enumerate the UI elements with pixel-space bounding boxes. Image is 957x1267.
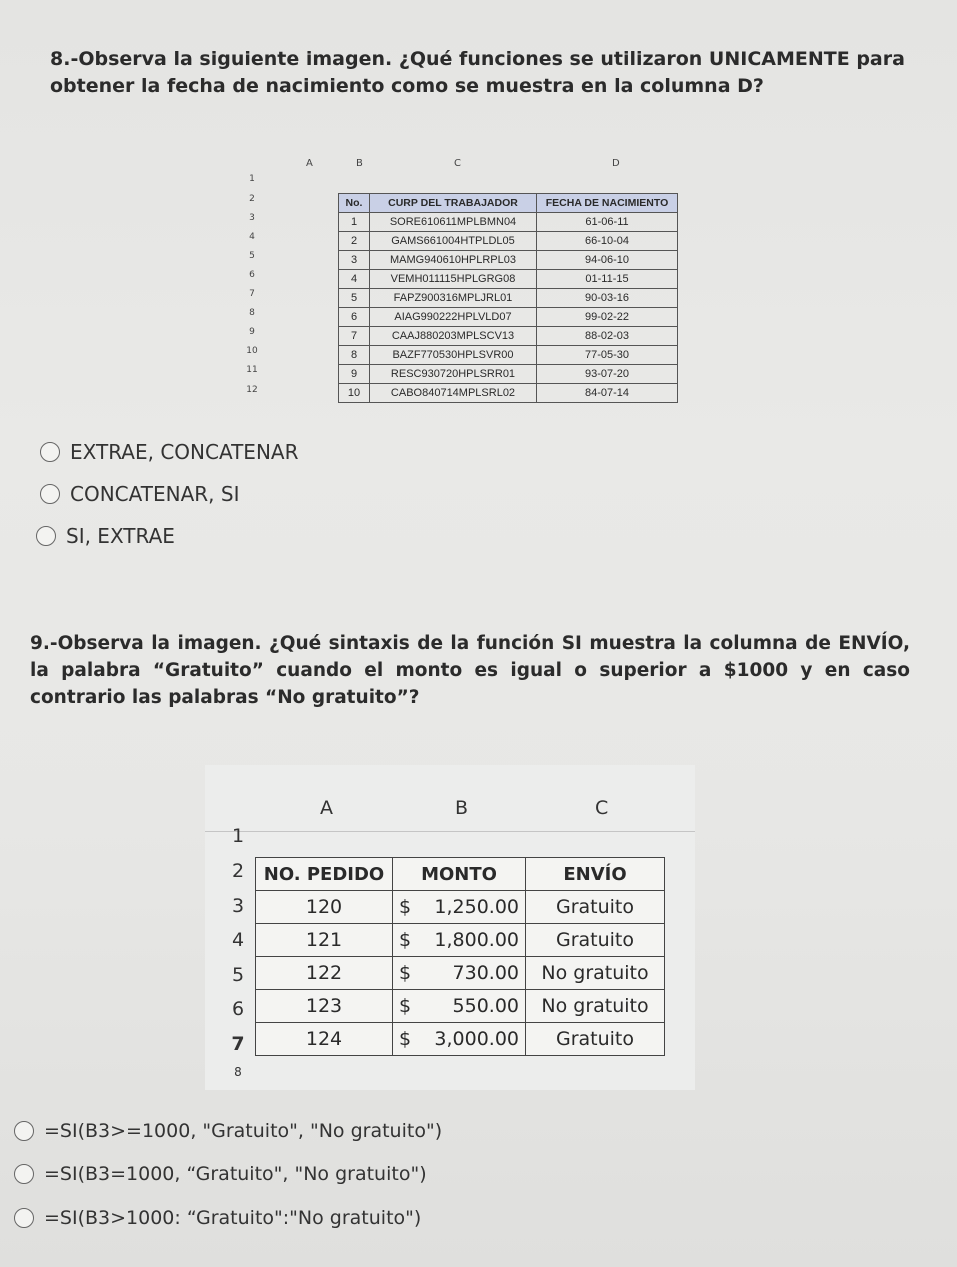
cell-no: 3 xyxy=(339,251,370,270)
cell-monto xyxy=(393,957,526,990)
cell-monto xyxy=(393,990,526,1023)
cell-no: 4 xyxy=(339,270,370,289)
cell-pedido: 124 xyxy=(256,1023,393,1056)
column-header-d: D xyxy=(612,158,620,169)
q9-option-2[interactable] xyxy=(14,1163,427,1185)
question-8-text: 8.-Observa la siguiente imagen. ¿Qué funciones se utilizaron UNICAMENTE para obtener la fecha de nacimiento como se muestra en la columna D? xyxy=(50,48,905,97)
option-label: SI, EXTRAE xyxy=(66,524,175,548)
row-number: 11 xyxy=(246,365,258,375)
cell-monto xyxy=(393,924,526,957)
cell-curp: MAMG940610HPLRPL03 xyxy=(370,251,537,270)
cell-curp: SORE610611MPLBMN04 xyxy=(370,213,537,232)
cell-curp: AIAG990222HPLVLD07 xyxy=(370,308,537,327)
cell-no: 1 xyxy=(339,213,370,232)
cell-no: 2 xyxy=(339,232,370,251)
cell-pedido: 120 xyxy=(256,891,393,924)
row-number: 4 xyxy=(249,232,255,242)
row-number: 6 xyxy=(231,998,245,1020)
radio-button[interactable] xyxy=(40,484,60,504)
row-number: 4 xyxy=(231,929,245,951)
cell-envio: No gratuito xyxy=(526,957,665,990)
table-row xyxy=(256,957,665,990)
row-number: 3 xyxy=(231,895,245,917)
cell-fecha: 93-07-20 xyxy=(537,365,678,384)
row-number: 3 xyxy=(249,213,255,223)
cell-curp: BAZF770530HPLSVR00 xyxy=(370,346,537,365)
header-curp: CURP DEL TRABAJADOR xyxy=(370,194,537,213)
q8-data-table xyxy=(338,193,678,403)
q9-spreadsheet-image xyxy=(205,765,695,1090)
table-row xyxy=(339,251,678,270)
q8-spreadsheet-image xyxy=(228,148,698,418)
column-header-a: A xyxy=(306,158,313,169)
q9-option-1[interactable] xyxy=(14,1120,442,1142)
row-number: 10 xyxy=(246,346,258,356)
header-no: No. xyxy=(339,194,370,213)
row-number: 1 xyxy=(231,825,245,847)
table-row xyxy=(339,384,678,403)
row-number: 6 xyxy=(249,270,255,280)
row-number: 7 xyxy=(231,1033,245,1055)
row-number: 8 xyxy=(249,308,255,318)
row-number: 2 xyxy=(231,860,245,882)
cell-no: 6 xyxy=(339,308,370,327)
amount: 730.00 xyxy=(452,962,519,984)
cell-no: 7 xyxy=(339,327,370,346)
radio-button[interactable] xyxy=(14,1121,34,1141)
cell-fecha: 66-10-04 xyxy=(537,232,678,251)
option-label: CONCATENAR, SI xyxy=(70,482,240,506)
row-number: 8 xyxy=(234,1065,242,1079)
amount: 550.00 xyxy=(452,995,519,1017)
table-row xyxy=(256,891,665,924)
table-row xyxy=(339,365,678,384)
column-header-b: B xyxy=(356,158,363,169)
row-number: 2 xyxy=(249,194,255,204)
column-header-a: A xyxy=(320,797,333,819)
cell-envio: Gratuito xyxy=(526,1023,665,1056)
cell-no: 8 xyxy=(339,346,370,365)
cell-pedido: 122 xyxy=(256,957,393,990)
cell-fecha: 61-06-11 xyxy=(537,213,678,232)
q8-option-1[interactable] xyxy=(40,440,298,464)
cell-curp: CAAJ880203MPLSCV13 xyxy=(370,327,537,346)
column-header-b: B xyxy=(455,797,469,819)
cell-pedido: 123 xyxy=(256,990,393,1023)
table-row xyxy=(256,990,665,1023)
currency-symbol: $ xyxy=(399,896,412,918)
radio-button[interactable] xyxy=(14,1208,34,1228)
cell-fecha: 88-02-03 xyxy=(537,327,678,346)
row-number: 5 xyxy=(231,964,245,986)
option-label: =SI(B3>=1000, "Gratuito", "No gratuito") xyxy=(44,1120,443,1142)
cell-no: 9 xyxy=(339,365,370,384)
cell-no: 10 xyxy=(339,384,370,403)
table-row xyxy=(339,270,678,289)
cell-curp: VEMH011115HPLGRG08 xyxy=(370,270,537,289)
cell-envio: No gratuito xyxy=(526,990,665,1023)
cell-fecha: 99-02-22 xyxy=(537,308,678,327)
row-number: 9 xyxy=(249,327,255,337)
table-row xyxy=(339,213,678,232)
cell-curp: CABO840714MPLSRL02 xyxy=(370,384,537,403)
header-envio: ENVÍO xyxy=(526,858,665,891)
header-no-pedido: NO. PEDIDO xyxy=(256,858,393,891)
row-number: 5 xyxy=(249,251,255,261)
cell-curp: FAPZ900316MPLJRL01 xyxy=(370,289,537,308)
radio-button[interactable] xyxy=(40,442,60,462)
row-number: 1 xyxy=(249,174,255,184)
cell-fecha: 77-05-30 xyxy=(537,346,678,365)
q9-option-3[interactable] xyxy=(14,1207,421,1229)
q8-option-3[interactable] xyxy=(36,524,175,548)
radio-button[interactable] xyxy=(14,1164,34,1184)
table-row xyxy=(256,1023,665,1056)
q8-option-2[interactable] xyxy=(40,482,239,506)
cell-monto xyxy=(393,1023,526,1056)
row-number: 12 xyxy=(246,385,258,395)
cell-no: 5 xyxy=(339,289,370,308)
table-row xyxy=(339,308,678,327)
option-label: EXTRAE, CONCATENAR xyxy=(70,440,299,464)
option-label: =SI(B3>1000: “Gratuito":"No gratuito") xyxy=(44,1207,422,1229)
cell-fecha: 01-11-15 xyxy=(537,270,678,289)
option-label: =SI(B3=1000, “Gratuito", "No gratuito") xyxy=(44,1163,427,1185)
table-row xyxy=(339,289,678,308)
table-row xyxy=(339,346,678,365)
amount: 1,250.00 xyxy=(434,896,519,918)
currency-symbol: $ xyxy=(399,929,412,951)
cell-curp: RESC930720HPLSRR01 xyxy=(370,365,537,384)
q9-data-table xyxy=(255,857,665,1056)
cell-pedido: 121 xyxy=(256,924,393,957)
currency-symbol: $ xyxy=(399,995,412,1017)
amount: 3,000.00 xyxy=(434,1028,519,1050)
header-fecha: FECHA DE NACIMIENTO xyxy=(537,194,678,213)
cell-fecha: 90-03-16 xyxy=(537,289,678,308)
cell-fecha: 94-06-10 xyxy=(537,251,678,270)
cell-fecha: 84-07-14 xyxy=(537,384,678,403)
table-row xyxy=(256,924,665,957)
row-number: 7 xyxy=(249,289,255,299)
table-row xyxy=(339,232,678,251)
column-header-row xyxy=(205,787,695,832)
question-9-text: 9.-Observa la imagen. ¿Qué sintaxis de la función SI muestra la columna de ENVÍO, la palabra “Gratuito” cuando el monto es igual o superior a $1000 y en caso contrario las palabras “No gratuito”? xyxy=(30,633,910,708)
amount: 1,800.00 xyxy=(434,929,519,951)
cell-monto xyxy=(393,891,526,924)
radio-button[interactable] xyxy=(36,526,56,546)
column-header-c: C xyxy=(595,797,609,819)
cell-curp: GAMS661004HTPLDL05 xyxy=(370,232,537,251)
cell-envio: Gratuito xyxy=(526,891,665,924)
table-row xyxy=(339,327,678,346)
column-header-c: C xyxy=(454,158,461,169)
header-monto: MONTO xyxy=(393,858,526,891)
currency-symbol: $ xyxy=(399,962,412,984)
currency-symbol: $ xyxy=(399,1028,412,1050)
cell-envio: Gratuito xyxy=(526,924,665,957)
